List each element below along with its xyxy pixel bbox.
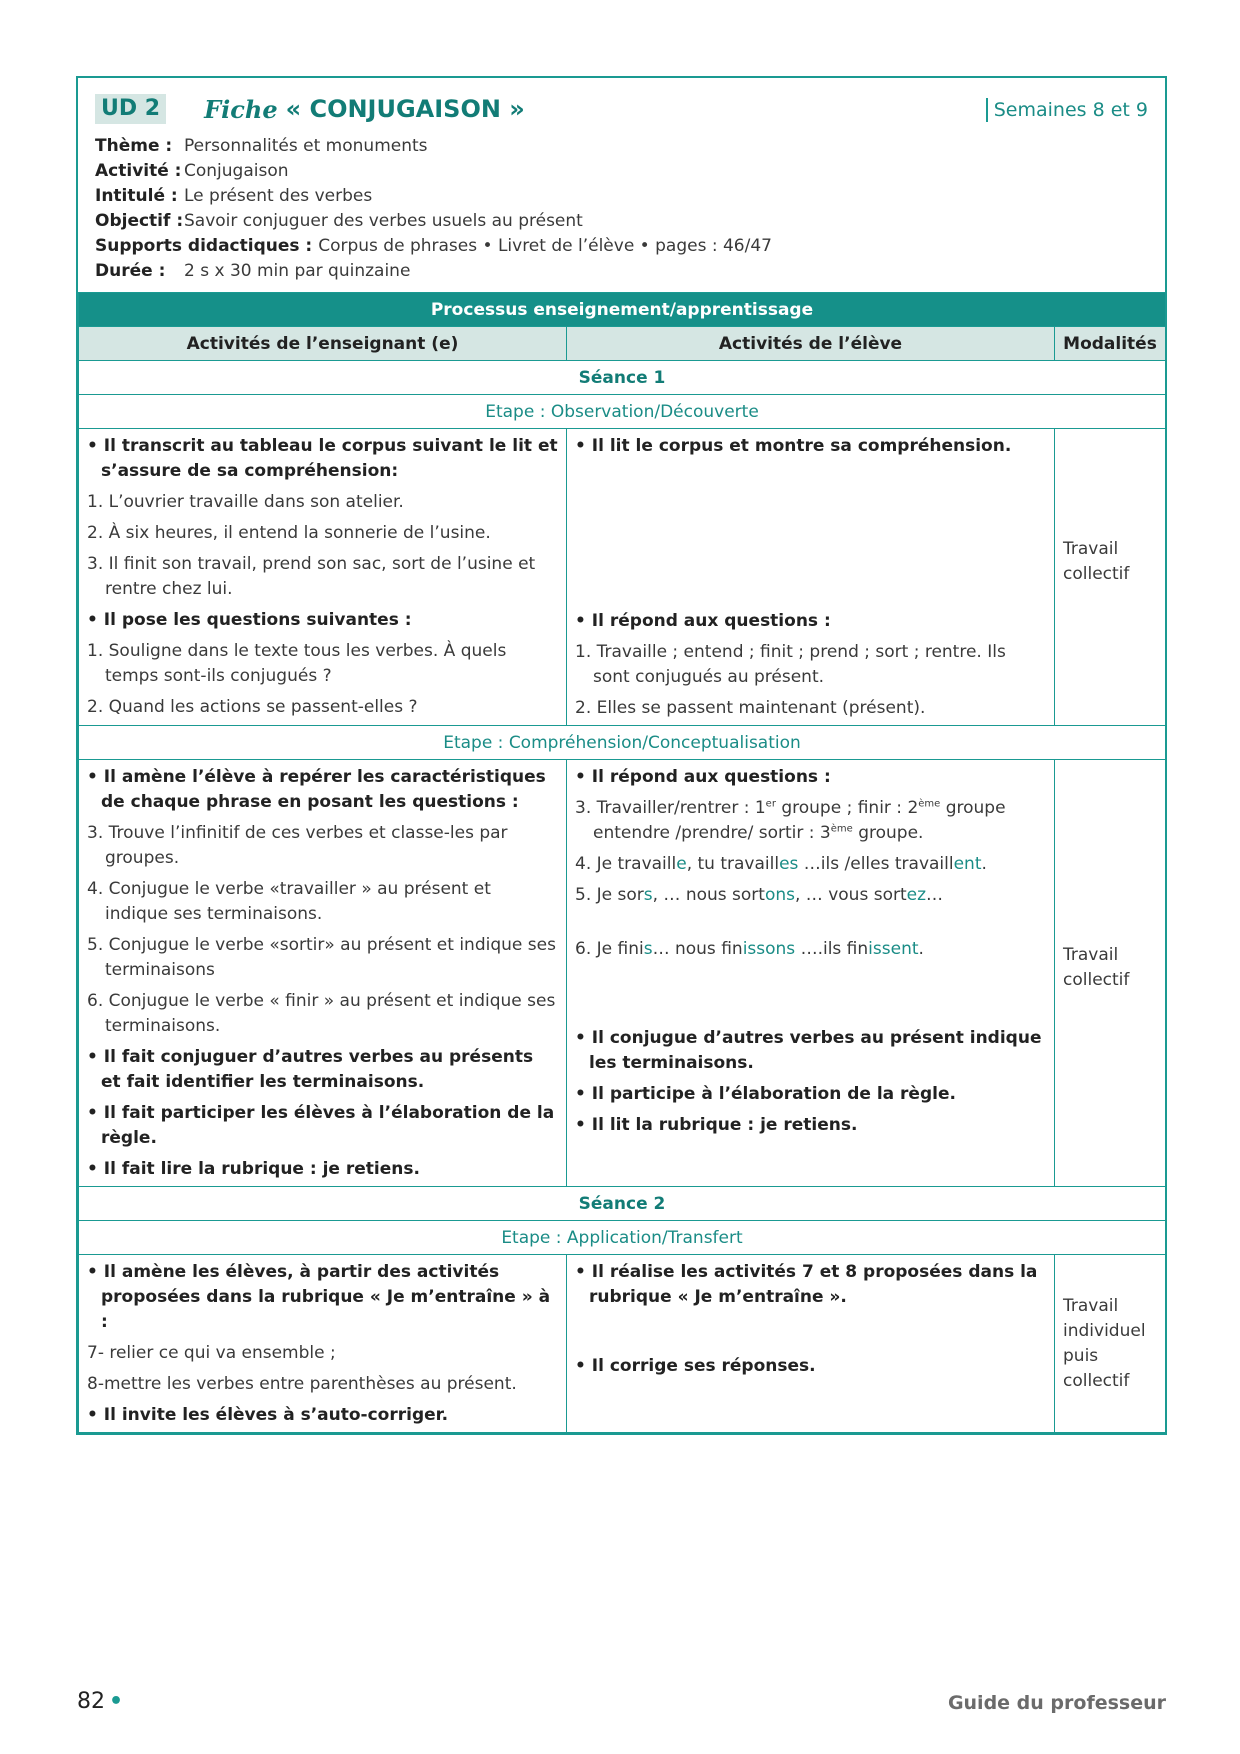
observation-student-cell	[567, 429, 1055, 726]
etape-comprehension-row	[79, 726, 1166, 760]
seg: … nous fin	[652, 939, 743, 959]
answer-sup: ème	[830, 823, 853, 835]
student-step: • Il réalise les activités 7 et 8 proposées dans la rubrique « Je m’entraîne ».	[575, 1262, 1038, 1307]
meta-value: Corpus de phrases • Livret de l’élève • pages : 46/47	[318, 236, 772, 256]
answer-item: 1. Travaille ; entend ; finit ; prend ; sort ; rentre. Ils sont conjugués au présent.	[575, 642, 1006, 687]
application-modal-cell	[1055, 1255, 1166, 1433]
question-item: 3. Trouve l’infinitif de ces verbes et classe-les par groupes.	[87, 823, 508, 868]
ending: ez	[906, 885, 927, 905]
fiche-word: Fiche	[204, 94, 278, 124]
ending: s	[643, 939, 653, 959]
corpus-sentence: 1. L’ouvrier travaille dans son atelier.	[87, 492, 404, 512]
application-student-cell	[567, 1255, 1055, 1433]
meta-supports	[95, 234, 1148, 259]
exercise-item: 8-mettre les verbes entre parenthèses au présent.	[87, 1374, 517, 1394]
ending: es	[779, 854, 799, 874]
footer-dot: •	[109, 1689, 124, 1714]
seg: , … vous sort	[795, 885, 907, 905]
spacer	[575, 1310, 1046, 1354]
etape-application-row	[79, 1221, 1166, 1255]
unit-badge: UD 2	[95, 94, 166, 124]
meta-value: 2 s x 30 min par quinzaine	[184, 261, 411, 281]
etape-observation-label: Etape : Observation/Découverte	[79, 395, 1166, 429]
seg: …	[926, 885, 944, 905]
answer-sup: er	[765, 798, 776, 810]
meta-value: Le présent des verbes	[184, 186, 373, 206]
meta-label: Durée :	[95, 261, 166, 281]
comprehension-teacher-cell	[79, 760, 567, 1187]
ending: issons	[742, 939, 796, 959]
comprehension-row	[79, 760, 1166, 1187]
seg: …ils /elles travaill	[798, 854, 954, 874]
observation-row	[79, 429, 1166, 726]
teacher-step: • Il transcrit au tableau le corpus suivant le lit et s’assure de sa compréhension:	[87, 436, 558, 481]
meta-label: Intitulé :	[95, 186, 178, 206]
modal-text: Travail collectif	[1063, 945, 1130, 990]
answer-text: groupe.	[852, 823, 924, 843]
col-student-header: Activités de l’élève	[567, 327, 1055, 361]
seg: ….ils fin	[795, 939, 869, 959]
answer-text: groupe entendre /prendre/ sortir : 3	[593, 798, 1006, 843]
student-step: • Il lit le corpus et montre sa compréhension.	[575, 436, 1012, 456]
seg: 4. Je travaill	[575, 854, 677, 874]
question-item: 5. Conjugue le verbe «sortir» au présent et indique ses terminaisons	[87, 935, 556, 980]
weeks-label: Semaines 8 et 9	[986, 98, 1148, 122]
seg: .	[918, 939, 924, 959]
teacher-step: • Il fait participer les élèves à l’élaboration de la règle.	[87, 1103, 555, 1148]
seg: 6. Je fini	[575, 939, 644, 959]
meta-title	[95, 184, 1148, 209]
student-step: • Il répond aux questions :	[575, 611, 831, 631]
answer-sup: ème	[918, 798, 941, 810]
answer-item-5	[575, 883, 1046, 908]
teacher-step: • Il pose les questions suivantes :	[87, 610, 412, 630]
student-step: • Il conjugue d’autres verbes au présent indique les terminaisons.	[575, 1028, 1042, 1073]
student-step: • Il répond aux questions :	[575, 767, 831, 787]
meta-list	[95, 134, 1148, 284]
guide-label: Guide du professeur	[947, 1692, 1166, 1714]
process-header-row	[79, 293, 1166, 327]
question-item: 4. Conjugue le verbe «travailler » au présent et indique ses terminaisons.	[87, 879, 491, 924]
ending: s	[643, 885, 653, 905]
seance-2-row	[79, 1187, 1166, 1221]
ending: e	[676, 854, 687, 874]
teacher-step: • Il invite les élèves à s’auto-corriger.	[87, 1405, 449, 1425]
exercise-item: 7- relier ce qui va ensemble ;	[87, 1343, 336, 1363]
student-step: • Il participe à l’élaboration de la règle.	[575, 1084, 956, 1104]
observation-teacher-cell	[79, 429, 567, 726]
question-item: 1. Souligne dans le texte tous les verbes. À quels temps sont-ils conjugués ?	[87, 641, 507, 686]
answer-text: groupe ; finir : 2	[775, 798, 919, 818]
meta-value: Conjugaison	[184, 161, 289, 181]
question-item: 6. Conjugue le verbe « finir » au présent et indique ses terminaisons.	[87, 991, 556, 1036]
col-teacher-header: Activités de l’enseignant (e)	[79, 327, 567, 361]
application-teacher-cell	[79, 1255, 567, 1433]
application-row	[79, 1255, 1166, 1433]
corpus-sentence: 3. Il finit son travail, prend son sac, sort de l’usine et rentre chez lui.	[87, 554, 536, 599]
student-step: • Il lit la rubrique : je retiens.	[575, 1115, 858, 1135]
meta-objective	[95, 209, 1148, 234]
teacher-step: • Il amène les élèves, à partir des activités proposées dans la rubrique « Je m’entraîne » à :	[87, 1262, 551, 1332]
answer-item-3	[575, 796, 1046, 846]
seg: , … nous sort	[652, 885, 765, 905]
corpus-sentence: 2. À six heures, il entend la sonnerie de l’usine.	[87, 523, 491, 543]
seg: , tu travaill	[686, 854, 780, 874]
process-table	[78, 292, 1166, 1433]
meta-theme	[95, 134, 1148, 159]
answer-item-6	[575, 937, 1046, 962]
ending: ons	[764, 885, 795, 905]
etape-application-label: Etape : Application/Transfert	[79, 1221, 1166, 1255]
etape-observation-row	[79, 395, 1166, 429]
spacer	[575, 459, 1046, 609]
ending: ent	[953, 854, 982, 874]
page-number-text: 82	[77, 1689, 105, 1714]
comprehension-modal-cell	[1055, 760, 1166, 1187]
seance-1-row	[79, 361, 1166, 395]
page-number	[77, 1689, 123, 1714]
meta-label: Thème :	[95, 136, 173, 156]
col-modal-header: Modalités	[1055, 327, 1166, 361]
question-item: 2. Quand les actions se passent-elles ?	[87, 697, 418, 717]
meta-duration	[95, 259, 1148, 284]
seance-1-label: Séance 1	[79, 361, 1166, 395]
student-step: • Il corrige ses réponses.	[575, 1356, 816, 1376]
meta-activity	[95, 159, 1148, 184]
fiche-title: « CONJUGAISON »	[285, 95, 525, 123]
etape-comprehension-label: Etape : Compréhension/Conceptualisation	[79, 726, 1166, 760]
meta-label: Objectif :	[95, 211, 184, 231]
answer-text: 3. Travailler/rentrer : 1	[575, 798, 766, 818]
comprehension-student-cell	[567, 760, 1055, 1187]
meta-label: Supports didactiques :	[95, 236, 313, 256]
teacher-step: • Il fait conjuguer d’autres verbes au présents et fait identifier les terminaisons.	[87, 1047, 534, 1092]
column-header-row	[79, 327, 1166, 361]
sheet-header	[78, 78, 1165, 292]
answer-item-4	[575, 852, 1046, 877]
seg: 5. Je sor	[575, 885, 644, 905]
lesson-sheet	[76, 76, 1167, 1435]
meta-label: Activité :	[95, 161, 182, 181]
teacher-step: • Il fait lire la rubrique : je retiens.	[87, 1159, 420, 1179]
modal-text: Travail collectif	[1063, 539, 1130, 584]
meta-value: Savoir conjuguer des verbes usuels au présent	[184, 211, 583, 231]
teacher-step: • Il amène l’élève à repérer les caractéristiques de chaque phrase en posant les questions :	[87, 767, 546, 812]
seg: .	[981, 854, 987, 874]
modal-text: Travail individuel puis collectif	[1063, 1295, 1146, 1391]
answer-item: 2. Elles se passent maintenant (présent).	[575, 698, 926, 718]
meta-value: Personnalités et monuments	[184, 136, 428, 156]
process-title: Processus enseignement/apprentissage	[79, 293, 1166, 327]
observation-modal-cell	[1055, 429, 1166, 726]
ending: issent	[868, 939, 919, 959]
seance-2-label: Séance 2	[79, 1187, 1166, 1221]
